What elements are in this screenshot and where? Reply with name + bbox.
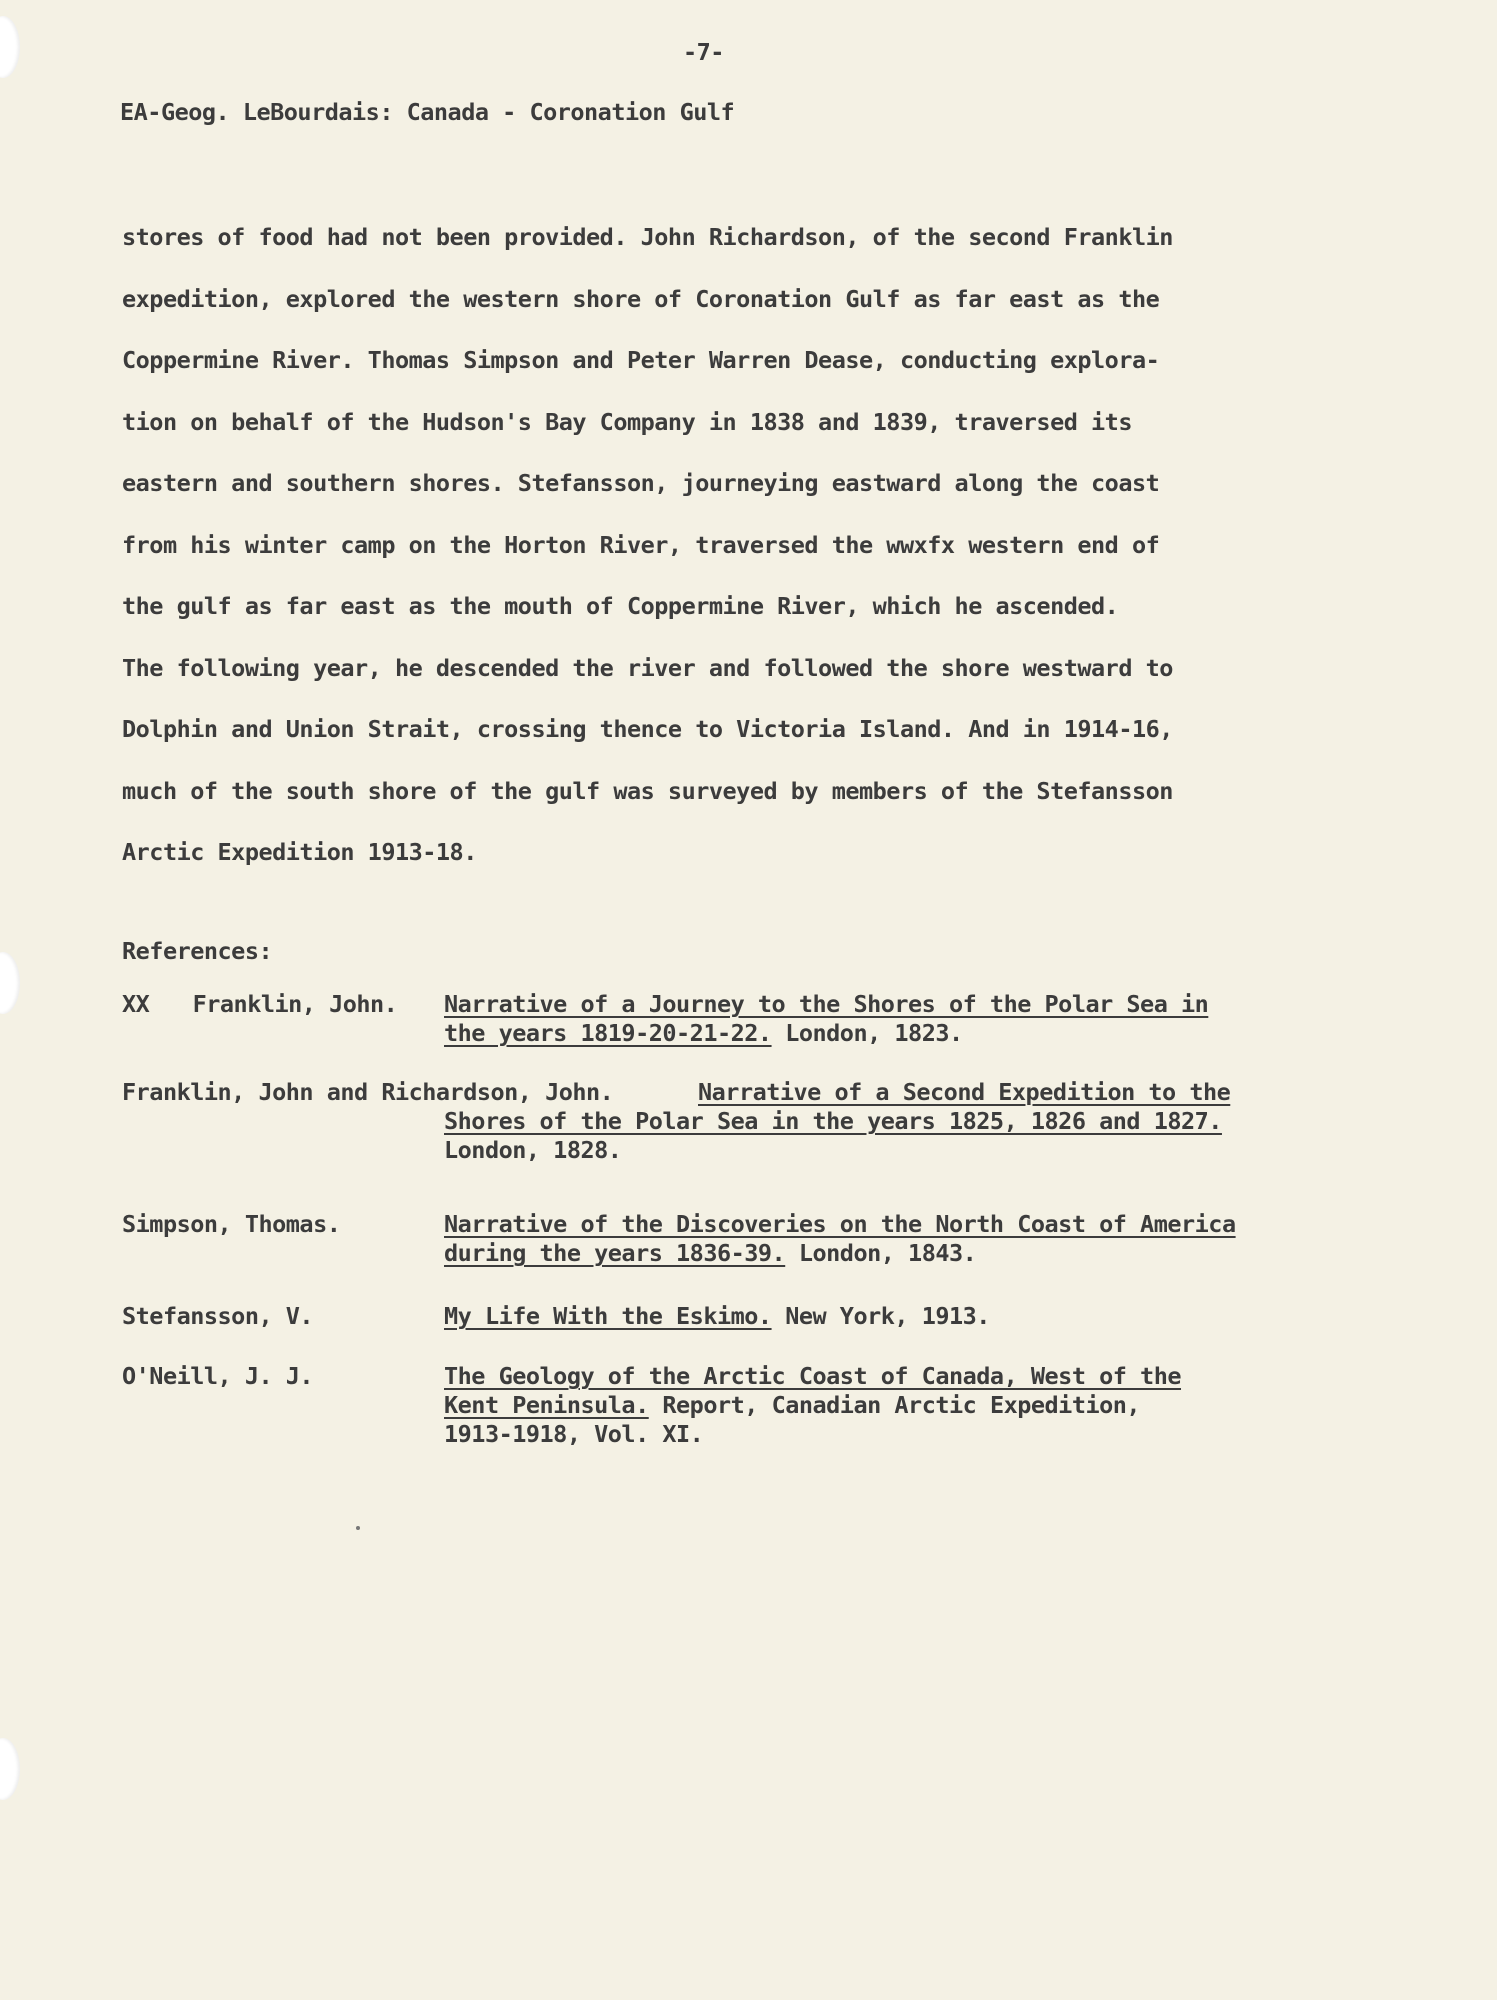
references-heading: References:	[122, 937, 273, 965]
reference-publication: Report, Canadian Arctic Expedition,	[648, 1391, 1141, 1419]
reference-title: Kent Peninsula.	[444, 1391, 649, 1419]
author-name: Franklin, John.	[192, 990, 398, 1018]
reference-title: Narrative of a Second Expedition to the	[698, 1078, 1231, 1106]
body-line: The following year, he descended the river and followed the shore westward to	[122, 653, 1173, 682]
document-header: EA-Geog. LeBourdais: Canada - Coronation Gulf	[120, 98, 735, 126]
reference-author	[122, 990, 397, 1018]
author-name: Simpson, Thomas.	[122, 1210, 341, 1238]
author-name: Franklin, John and Richardson, John.	[122, 1078, 614, 1106]
reference-publication: 1913-1918, Vol. XI.	[444, 1420, 704, 1448]
punch-hole-middle	[0, 952, 20, 1014]
body-line: stores of food had not been provided. John Richardson, of the second Franklin	[122, 223, 1173, 251]
reference-title: Narrative of the Discoveries on the North Coast of America	[444, 1210, 1236, 1238]
reference-publication: London, 1843.	[785, 1239, 977, 1267]
body-line: tion on behalf of the Hudson's Bay Company in 1838 and 1839, traversed its	[122, 407, 1132, 436]
reference-citation	[444, 1362, 1364, 1449]
body-line: much of the south shore of the gulf was surveyed by members of the Stefansson	[122, 776, 1173, 805]
strikeout-mark: XX	[122, 990, 150, 1018]
punch-hole-bottom	[0, 1738, 20, 1800]
reference-citation	[444, 1302, 1364, 1331]
body-line: the gulf as far east as the mouth of Coppermine River, which he ascended.	[122, 592, 1119, 620]
body-line: Arctic Expedition 1913-18.	[122, 838, 477, 866]
reference-citation	[444, 1210, 1364, 1268]
punch-hole-top	[0, 16, 20, 78]
body-line: from his winter camp on the Horton River, traversed the wwxfx western end of	[122, 530, 1160, 559]
reference-title: The Geology of the Arctic Coast of Canada, West of the	[444, 1362, 1182, 1390]
body-line: Coppermine River. Thomas Simpson and Peter Warren Dease, conducting explora-	[122, 346, 1160, 374]
reference-title: Shores of the Polar Sea in the years 1825, 1826 and 1827.	[444, 1107, 1222, 1135]
author-name: Stefansson, V.	[122, 1302, 314, 1330]
reference-citation	[444, 1078, 1364, 1165]
reference-publication: London, 1823.	[771, 1019, 963, 1047]
reference-title: My Life With the Eskimo.	[444, 1302, 772, 1330]
body-paragraph	[122, 222, 1322, 899]
reference-publication: London, 1828.	[444, 1136, 622, 1164]
body-line: eastern and southern shores. Stefansson, journeying eastward along the coast	[122, 469, 1160, 497]
reference-citation	[444, 990, 1364, 1048]
author-name: O'Neill, J. J.	[122, 1362, 314, 1390]
paper-speck	[356, 1526, 360, 1530]
reference-title: Narrative of a Journey to the Shores of the Polar Sea in	[444, 990, 1209, 1018]
reference-title: during the years 1836-39.	[444, 1239, 786, 1267]
body-line: expedition, explored the western shore of Coronation Gulf as far east as the	[122, 284, 1160, 313]
reference-title: the years 1819-20-21-22.	[444, 1019, 772, 1047]
reference-publication: New York, 1913.	[771, 1302, 990, 1330]
body-line: Dolphin and Union Strait, crossing thence to Victoria Island. And in 1914-16,	[122, 715, 1173, 743]
page-number: -7-	[683, 38, 724, 66]
